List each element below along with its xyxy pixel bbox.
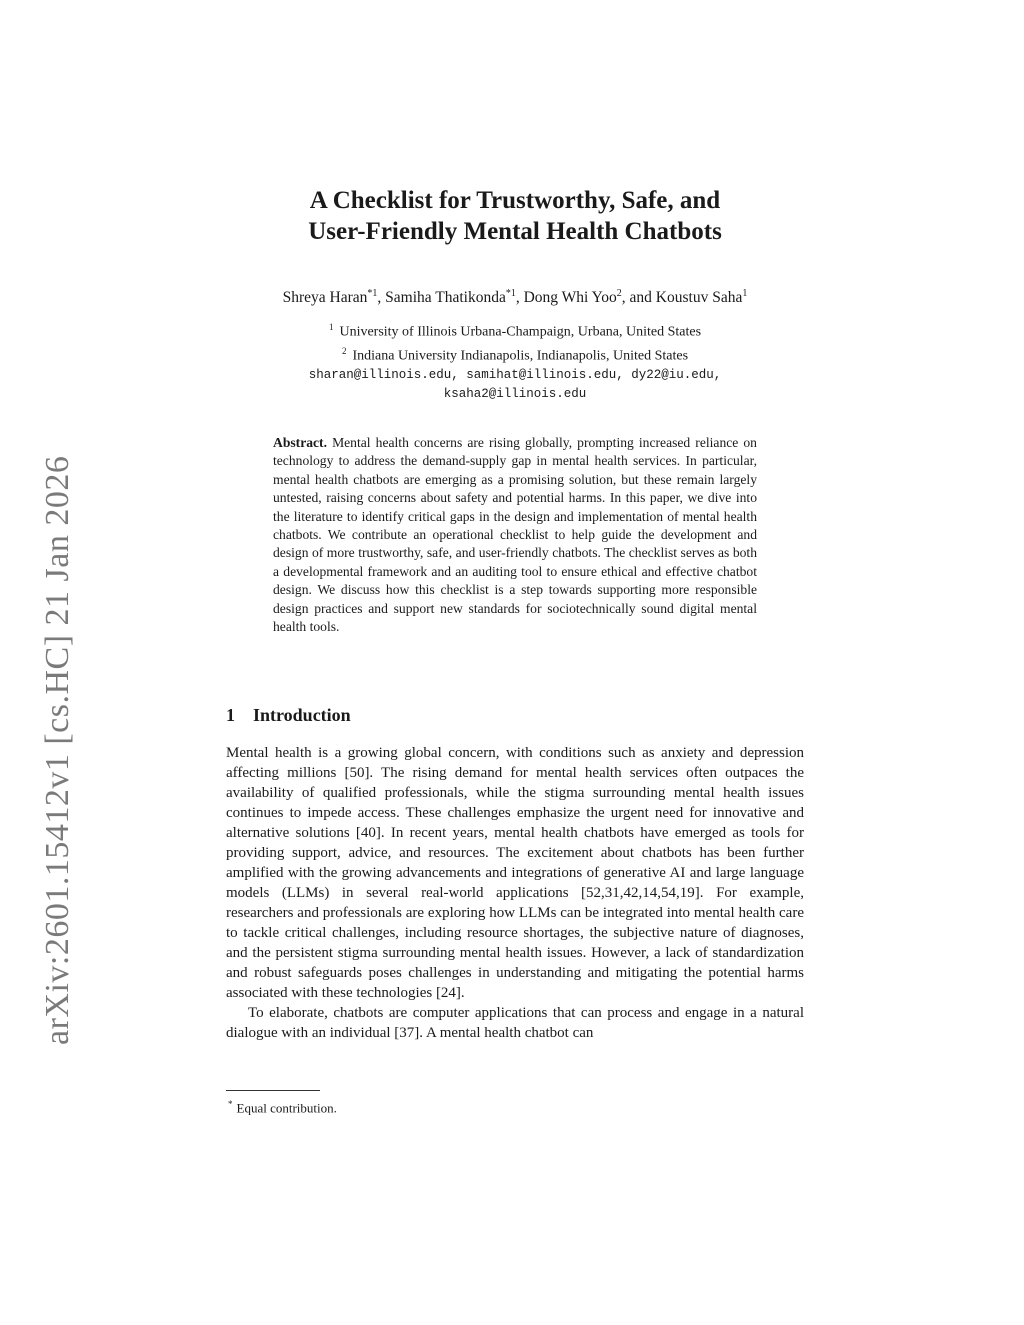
author-name: Samiha Thatikonda <box>385 289 506 307</box>
section-title: Introduction <box>253 705 351 725</box>
title-line-1: A Checklist for Trustworthy, Safe, and <box>309 187 721 214</box>
author-list <box>180 283 850 309</box>
author-separator: , <box>515 289 524 307</box>
abstract-label: Abstract. <box>273 435 327 450</box>
author-name: Koustuv Saha <box>655 289 743 307</box>
affiliation-text: University of Illinois Urbana-Champaign, Urbana, United States <box>339 324 702 340</box>
footnote <box>228 1095 337 1117</box>
author-name: Dong Whi Yoo <box>523 289 617 307</box>
author-separator: , <box>377 289 386 307</box>
author-separator: , and <box>621 289 656 307</box>
paper-title <box>200 185 830 247</box>
author-name: Shreya Haran <box>282 289 368 307</box>
affiliation-number: 1 <box>328 322 334 332</box>
footnote-divider <box>226 1090 320 1091</box>
affiliation-line <box>180 342 850 366</box>
author-mark: 2 <box>616 288 622 299</box>
email-line: ksaha2@illinois.edu <box>443 386 587 401</box>
affiliation-number: 2 <box>341 346 347 357</box>
body-text <box>226 743 804 1043</box>
affiliations <box>180 318 850 403</box>
abstract-text: Mental health concerns are rising globally, prompting increased reliance on technology to address the demand-supply gap in mental health services. In particular, mental health chatbots are emerging as a promising solution, but these remain largely untested, raising concerns about safety and potential harms. In this paper, we dive into the literature to identify critical gaps in the design and implementation of mental health chatbots. We contribute an operational checklist to help guide the development and design of more trustworthy, safe, and user-friendly chatbots. The checklist serves as both a developmental framework and an auditing tool to ensure ethical and effective chatbot design. We discuss how this checklist is a step towards supporting more responsible design practices and support new standards for sociotechnically sound digital mental health tools. <box>273 435 757 635</box>
footnote-text: Equal contribution. <box>236 1100 337 1116</box>
section-number: 1 <box>226 705 235 725</box>
abstract <box>273 434 757 636</box>
affiliation-line <box>180 318 850 342</box>
author-mark: *1 <box>367 288 378 299</box>
section-heading <box>226 703 351 727</box>
email-line: sharan@illinois.edu, samihat@illinois.edu, dy22@iu.edu, <box>308 368 722 383</box>
author-mark: 1 <box>742 288 748 299</box>
footnote-mark: * <box>228 1099 233 1109</box>
paragraph: Mental health is a growing global concern, with conditions such as anxiety and depression affecting millions [50]. The rising demand for mental health services often outpaces the availability of qualified professionals, while the stigma surrounding mental health issues continues to impede access. These challenges emphasize the urgent need for innovative and alternative solutions [40]. In recent years, mental health chatbots have emerged as tools for providing support, advice, and resources. The excitement about chatbots has been further amplified with the growing advancements and integrations of generative AI and large language models (LLMs) in several real-world applications [52,31,42,14,54,19]. For example, researchers and professionals are exploring how LLMs can be integrated into mental health care to tackle critical challenges, including resource shortages, the subjective nature of diagnoses, and the persistent stigma surrounding mental health issues. However, a lack of standardization and robust safeguards poses challenges in understanding and mitigating the potential harms associated with these technologies [24]. <box>226 745 804 1001</box>
paragraph: To elaborate, chatbots are computer applications that can process and engage in a natural dialogue with an individual [37]. A mental health chatbot can <box>226 1005 804 1041</box>
title-line-2: User-Friendly Mental Health Chatbots <box>308 218 722 245</box>
author-mark: *1 <box>505 288 516 299</box>
affiliation-text: Indiana University Indianapolis, Indianapolis, United States <box>352 348 689 364</box>
arxiv-identifier: arXiv:2601.15412v1 [cs.HC] 21 Jan 2026 <box>39 455 76 1045</box>
